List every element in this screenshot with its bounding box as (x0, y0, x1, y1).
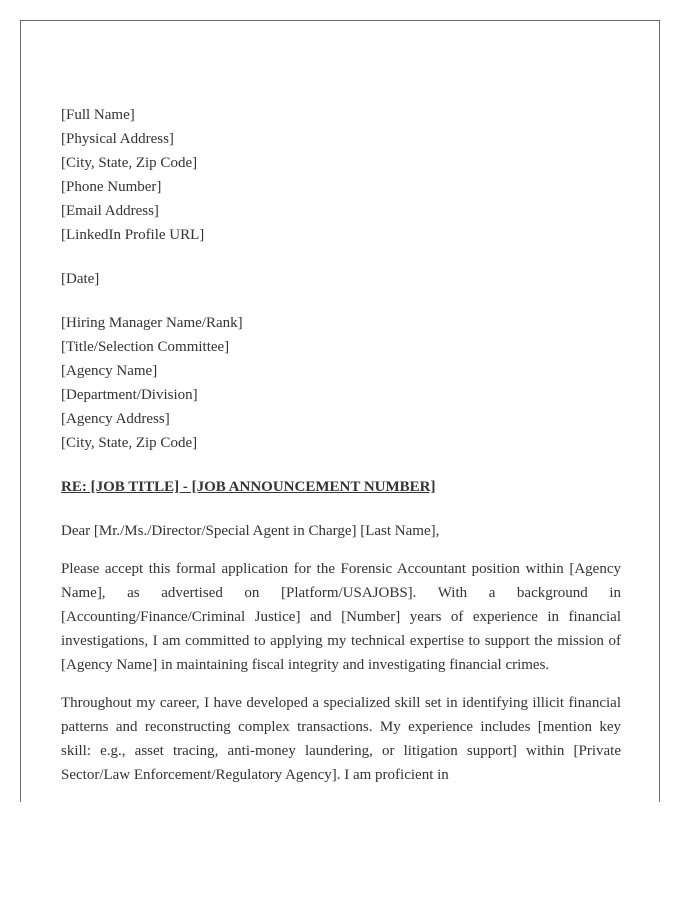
sender-email: [Email Address] (61, 203, 159, 219)
letter-date: [Date] (61, 271, 100, 287)
recipient-agency-name: [Agency Name] (61, 363, 158, 379)
sender-phone: [Phone Number] (61, 179, 162, 195)
sender-city-state-zip: [City, State, Zip Code] (61, 155, 198, 171)
salutation: Dear [Mr./Ms./Director/Special Agent in Charge] [Last Name], (61, 523, 440, 539)
body-paragraph-1: Please accept this formal application for the Forensic Accountant position within [Agency Name], as advertised on [Platform/USAJOBS]. With a background in [Accounting/Finance/Criminal Justice] and [Number] years of experience in financial investigations, I am committed to applying my technical expertise to support the mission of [Agency Name] in maintaining fiscal integrity and investigating financial crimes. (61, 561, 621, 673)
recipient-title: [Title/Selection Committee] (61, 339, 230, 355)
sender-block (61, 103, 621, 247)
recipient-hiring-manager: [Hiring Manager Name/Rank] (61, 315, 243, 331)
recipient-city-state-zip: [City, State, Zip Code] (61, 435, 198, 451)
recipient-department: [Department/Division] (61, 387, 198, 403)
subject-line: RE: [JOB TITLE] - [JOB ANNOUNCEMENT NUMBER] (61, 479, 436, 495)
recipient-agency-address: [Agency Address] (61, 411, 170, 427)
sender-physical-address: [Physical Address] (61, 131, 174, 147)
recipient-block (61, 311, 621, 455)
letter-body (61, 103, 621, 801)
sender-linkedin: [LinkedIn Profile URL] (61, 227, 205, 243)
sender-full-name: [Full Name] (61, 107, 135, 123)
body-paragraph-2: Throughout my career, I have developed a specialized skill set in identifying illicit financial patterns and reconstructing complex transactions. My experience includes [mention key skill: e.g., asset tracing, anti-money laundering, or litigation support] within [Private Sector/Law Enforcement/Regulatory Agency]. I am proficient in (61, 695, 621, 783)
letter-page (20, 20, 660, 802)
date-block (61, 267, 621, 291)
